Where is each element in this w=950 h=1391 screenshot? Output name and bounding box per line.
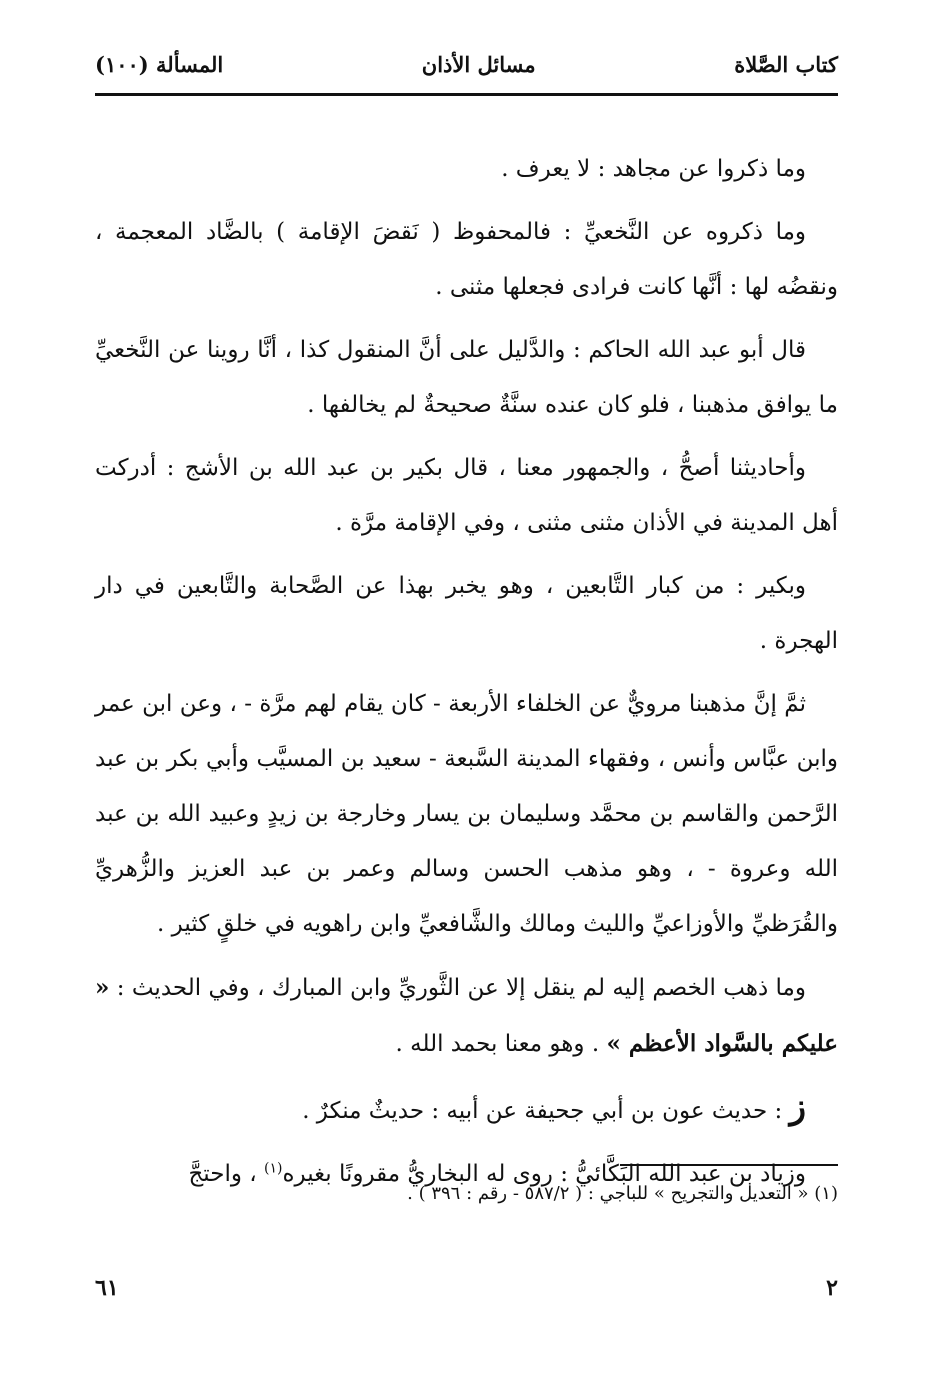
paragraph-marker: [95, 1080, 838, 1139]
footnote-reference[interactable]: (١): [264, 1160, 283, 1177]
header-section-title: مسائل الأذان: [421, 51, 536, 77]
paragraph-1: وما ذكروا عن مجاهد : لا يعرف .: [501, 156, 806, 182]
paragraph-2: وما ذكروه عن النَّخعيِّ : فالمحفوظ ( نَقضَ الإقامة ) بالضَّاد المعجمة ، ونقضُه لها : أنَّها كانت فرادى فجعلها مثنى .: [95, 219, 838, 300]
hadith-tail-text: . وهو معنا بحمد الله .: [395, 1031, 607, 1057]
footnote-divider: [620, 1164, 838, 1166]
header-book-title: كتاب الصَّلاة: [734, 51, 838, 77]
hadith-quote: « عليكم بالسَّواد الأعظم »: [95, 974, 838, 1057]
main-text: [95, 142, 838, 1210]
paragraph-4: وأحاديثنا أصحُّ ، والجمهور معنا ، قال بكير بن عبد الله بن الأشج : أدركت أهل المدينة في الأذان مثنى مثنى ، وفي الإقامة مرَّة .: [95, 455, 838, 536]
hadith-lead-text: وما ذهب الخصم إليه لم ينقل إلا عن الثَّوريِّ وابن المبارك ، وفي الحديث :: [109, 975, 806, 1001]
volume-number: ٢: [826, 1275, 838, 1301]
paragraph-hadith: [95, 960, 838, 1072]
marker-text: : حديث عون بن أبي جحيفة عن أبيه : حديثٌ منكرٌ .: [302, 1098, 790, 1124]
header-divider: [95, 93, 838, 96]
header-issue-number: المسألة (١٠٠): [95, 51, 224, 77]
section-marker: ز: [789, 1087, 806, 1127]
paragraph-3: قال أبو عبد الله الحاكم : والدَّليل على أنَّ المنقول كذا ، أنَّا روينا عن النَّخعيِّ ما يوافق مذهبنا ، فلو كان عنده سنَّةٌ صحيحةٌ لم يخالفها .: [95, 337, 838, 418]
last-tail-text: ، واحتجَّ: [188, 1161, 264, 1187]
paragraph-6: ثمَّ إنَّ مذهبنا مرويٌّ عن الخلفاء الأربعة - كان يقام لهم مرَّة - ، وعن ابن عمر وابن عبَّاس وأنس ، وفقهاء المدينة السَّبعة - سعيد بن المسيَّب وأبي بكر بن عبد الرَّحمن والقاسم بن محمَّد وسليمان بن يسار وخارجة بن زيدٍ وعبيد الله بن عبد الله وعروة - ، وهو مذهب الحسن وسالم وعمر بن عبد العزيز والزُّهريِّ والقُرَظيِّ والأوزاعيِّ والليث ومالك والشَّافعيِّ وابن راهويه في خلقٍ كثير .: [95, 691, 838, 937]
running-header: [95, 42, 838, 86]
footnote-text: (١) « التعديل والتجريح » للباجي : ( ٥٨٧/٢ - رقم : ٣٩٦ ) .: [407, 1183, 838, 1204]
page-number: ٦١: [95, 1275, 119, 1301]
page-footer: [95, 1268, 838, 1308]
last-lead-text: وزياد بن عبد الله البَكَّائيُّ : روى له البخاريُّ مقرونًا بغيره: [282, 1161, 806, 1187]
paragraph-5: وبكير : من كبار التَّابعين ، وهو يخبر بهذا عن الصَّحابة والتَّابعين في دار الهجرة .: [95, 573, 838, 654]
